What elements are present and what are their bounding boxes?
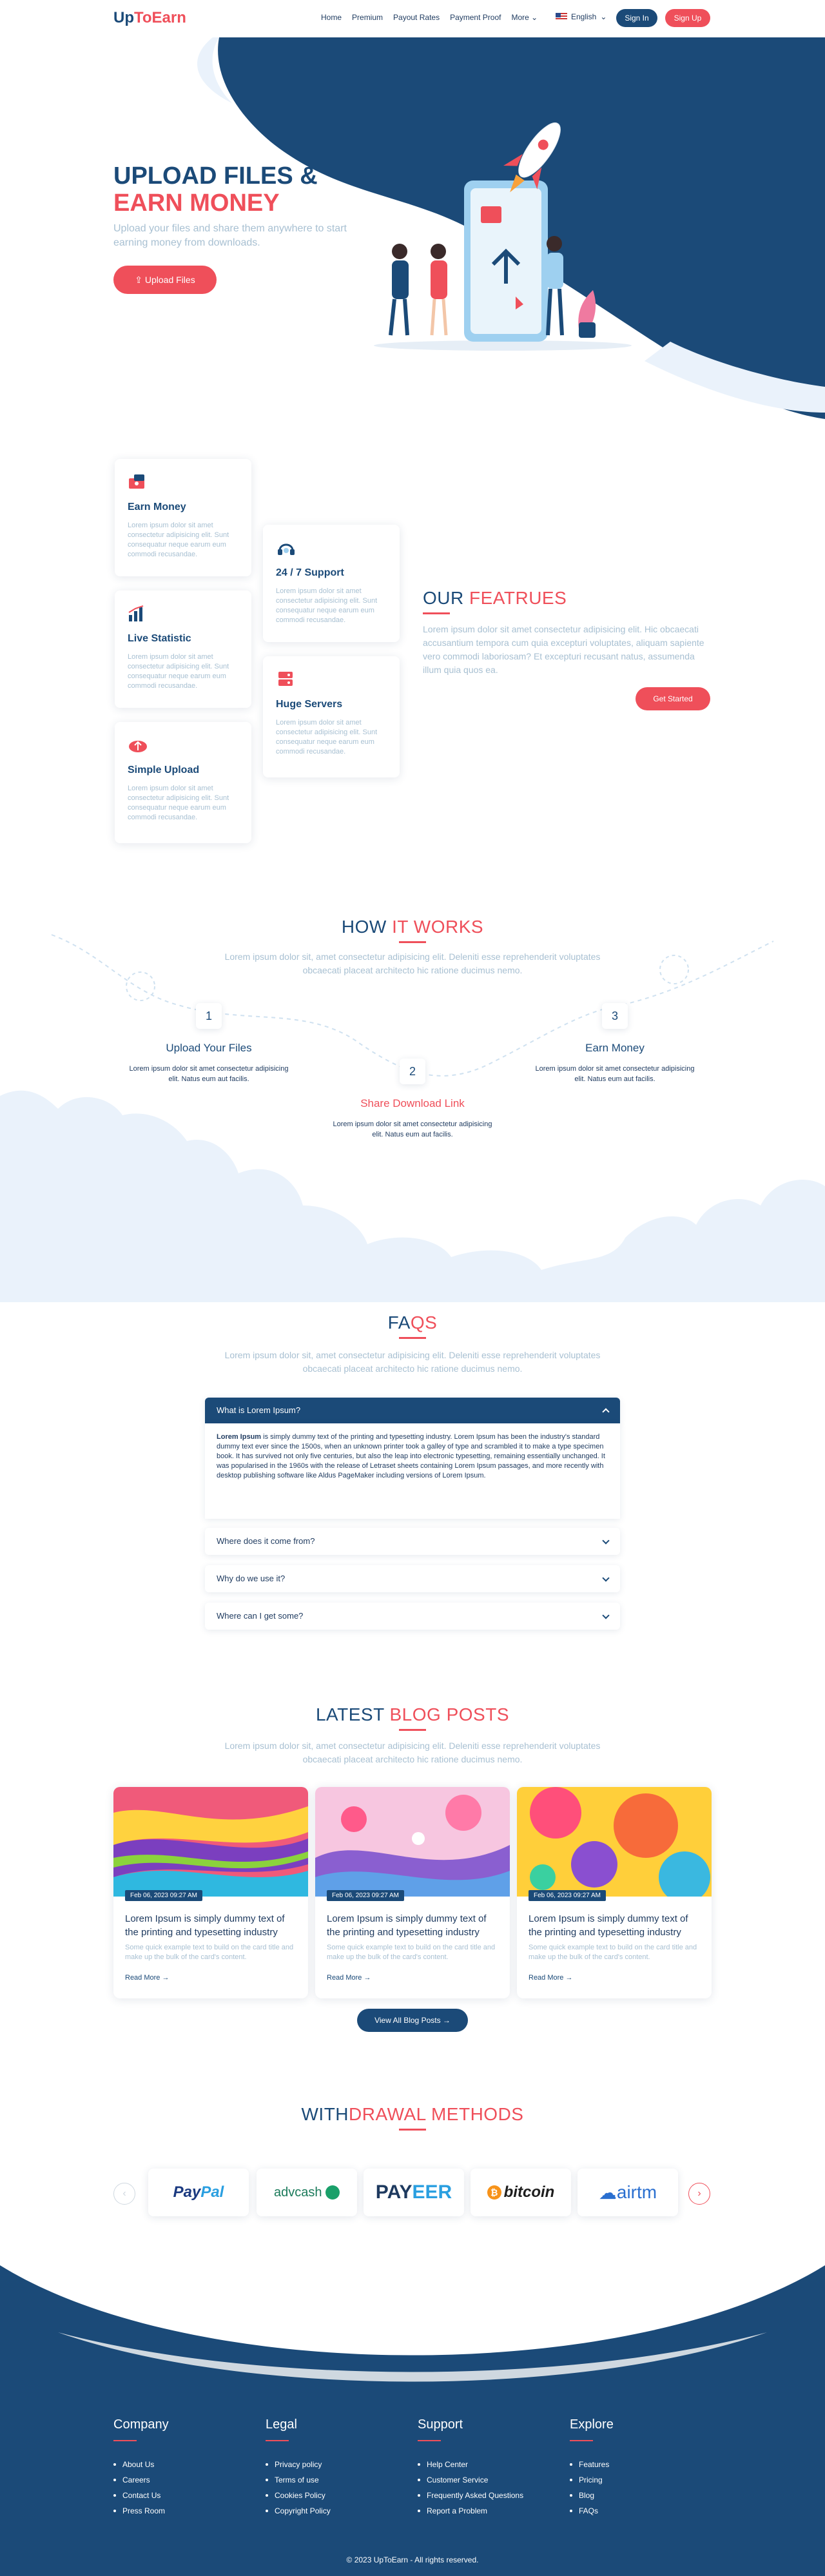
feature-title: Live Statistic: [128, 633, 191, 644]
nav-premium[interactable]: Premium: [352, 13, 383, 22]
blog-card-2[interactable]: [315, 1787, 510, 1998]
upload-files-label: Upload Files: [144, 275, 195, 285]
withdrawal-title-b: DRAWAL METHODS: [349, 2104, 524, 2124]
logo-earn: Earn: [151, 9, 186, 26]
feature-card-simple-upload: [115, 722, 251, 843]
step-1-text: Lorem ipsum dolor sit amet consectetur adipisicing elit. Natus eum aut facilis.: [129, 1065, 289, 1083]
footer-underline: [266, 2440, 289, 2441]
blog-card-3[interactable]: [517, 1787, 712, 1998]
faq-answer-bold: Lorem Ipsum: [217, 1433, 262, 1441]
feature-text: Lorem ipsum dolor sit amet consectetur adipisicing elit. Sunt consequatur neque earum eum commodi recusandae.: [276, 719, 378, 756]
hero-subtitle: Upload your files and share them anywhere to start earning money from downloads.: [113, 223, 347, 248]
earn-money-icon: [128, 473, 148, 491]
title-underline: [399, 1729, 426, 1731]
arrow-right-icon: →: [162, 1974, 170, 1982]
chart-icon: [128, 605, 148, 623]
faq-question: Where can I get some?: [217, 1611, 304, 1621]
feature-title: Huge Servers: [276, 699, 343, 710]
footer-link[interactable]: Frequently Asked Questions: [418, 2488, 559, 2503]
nav-more[interactable]: [511, 13, 538, 22]
read-more-label: Read More: [529, 1974, 564, 1982]
paypal-a: Pay: [173, 2183, 201, 2201]
hero-title: [113, 162, 326, 217]
main-nav: [321, 13, 538, 22]
us-flag-icon: [556, 13, 567, 21]
upload-files-button[interactable]: [113, 266, 217, 294]
step-3-text: Lorem ipsum dolor sit amet consectetur adipisicing elit. Natus eum aut facilis.: [535, 1065, 695, 1083]
nav-payment-proof[interactable]: Payment Proof: [450, 13, 501, 22]
faq-item-4[interactable]: [205, 1603, 620, 1630]
chevron-up-icon: [602, 1408, 609, 1415]
advcash-mark-icon: [325, 2185, 340, 2200]
title-underline: [399, 941, 426, 943]
blog-post-title[interactable]: Lorem Ipsum is simply dummy text of the printing and typesetting industry: [327, 1913, 487, 1938]
headset-icon: [276, 539, 296, 557]
footer-link[interactable]: Contact Us: [113, 2488, 255, 2503]
how-title: [0, 917, 825, 937]
feature-text: Lorem ipsum dolor sit amet consectetur adipisicing elit. Sunt consequatur neque earum eum commodi recusandae.: [128, 522, 229, 558]
feature-title: Simple Upload: [128, 765, 200, 776]
language-label: English: [571, 12, 597, 21]
blog-date: Feb 06, 2023 09:27 AM: [125, 1890, 202, 1901]
step-1-title: Upload Your Files: [166, 1042, 252, 1054]
title-underline: [423, 612, 450, 614]
faq-answer-text: is simply dummy text of the printing and typesetting industry. Lorem Ipsum has been the industry's standard dummy text ever since the 1500s, when an unknown printer took a galley of type and scrambled it to make a type specimen book. It has survived not only five centuries, but also the leap into electronic typesetting, remaining essentially unchanged. It was popularised in the 1960s with the release of Letraset sheets containing Lorem Ipsum passages, and more recently with desktop publishing software like Aldus PageMaker including versions of Lorem Ipsum.: [217, 1433, 605, 1479]
blog-post-title[interactable]: Lorem Ipsum is simply dummy text of the printing and typesetting industry: [529, 1913, 688, 1938]
blog-post-title[interactable]: Lorem Ipsum is simply dummy text of the printing and typesetting industry: [125, 1913, 285, 1938]
footer-link[interactable]: Customer Service: [418, 2472, 559, 2488]
faq-item-1-header[interactable]: [205, 1398, 620, 1423]
features-title-b: FEATRUES: [469, 588, 567, 608]
feature-title: Earn Money: [128, 502, 186, 512]
footer-column-explore: [570, 2417, 712, 2519]
nav-payout-rates[interactable]: Payout Rates: [393, 13, 440, 22]
blog-post-desc: Some quick example text to build on the card title and make up the bulk of the card's content.: [125, 1944, 294, 1961]
nav-home[interactable]: Home: [321, 13, 342, 22]
hero-title-line2: EARN MONEY: [113, 190, 280, 217]
blog-title-a: LATEST: [315, 1704, 390, 1724]
feature-card-live-statistic: [115, 590, 251, 708]
payeer-a: PAY: [375, 2181, 412, 2203]
chevron-left-icon: ‹: [122, 2188, 126, 2199]
step-1-number: 1: [196, 1003, 222, 1029]
faq-title: [0, 1312, 825, 1333]
airtm-label: airtm: [616, 2182, 657, 2202]
blog-title: [0, 1704, 825, 1725]
footer-link[interactable]: Careers: [113, 2472, 255, 2488]
read-more-label: Read More: [327, 1974, 362, 1982]
how-title-b: IT WORKS: [392, 917, 484, 937]
footer-column-title: Company: [113, 2417, 169, 2432]
blog-title-b: BLOG POSTS: [389, 1704, 509, 1724]
payeer-logo: [364, 2169, 464, 2216]
faq-item-2[interactable]: [205, 1528, 620, 1555]
faq-question: Where does it come from?: [217, 1536, 315, 1546]
read-more-label: Read More: [125, 1974, 160, 1982]
read-more-link[interactable]: [327, 1974, 371, 1982]
footer-link[interactable]: Terms of use: [266, 2472, 407, 2488]
cloud-upload-icon: [128, 736, 148, 754]
faq-question: Why do we use it?: [217, 1574, 286, 1583]
blog-card-1[interactable]: [113, 1787, 308, 1998]
footer-underline: [418, 2440, 441, 2441]
step-3-title: Earn Money: [585, 1042, 645, 1054]
features-title: [423, 588, 567, 609]
logo-up: Up: [113, 9, 134, 26]
paypal-logo: [148, 2169, 249, 2216]
footer-link[interactable]: Pricing: [570, 2472, 712, 2488]
faq-title-b: QS: [410, 1312, 438, 1332]
footer-underline: [570, 2440, 593, 2441]
get-started-button[interactable]: Get Started: [636, 687, 710, 710]
nav-more-label: More: [511, 13, 529, 22]
blog-post-desc: Some quick example text to build on the card title and make up the bulk of the card's content.: [529, 1944, 697, 1961]
step-2-text: Lorem ipsum dolor sit amet consectetur adipisicing elit. Natus eum aut facilis.: [333, 1120, 492, 1138]
sign-in-button[interactable]: Sign In: [616, 9, 657, 27]
hero-title-line1: UPLOAD FILES &: [113, 162, 318, 190]
faq-item-1-answer: [205, 1423, 620, 1519]
feature-card-earn-money: [115, 459, 251, 576]
withdrawal-title-a: WITH: [301, 2104, 349, 2124]
feature-text: Lorem ipsum dolor sit amet consectetur adipisicing elit. Sunt consequatur neque earum eum commodi recusandae.: [128, 785, 229, 821]
paypal-b: Pal: [200, 2183, 224, 2201]
faq-subtitle: Lorem ipsum dolor sit, amet consectetur adipisicing elit. Deleniti esse reprehenderit voluptates obcaecati placeat architecto hic ratione ducimus nemo.: [224, 1350, 601, 1374]
footer-column-company: [113, 2417, 255, 2519]
blog-subtitle: Lorem ipsum dolor sit, amet consectetur adipisicing elit. Deleniti esse reprehenderit voluptates obcaecati placeat architecto hic ratione ducimus nemo.: [224, 1741, 601, 1764]
faq-question: What is Lorem Ipsum?: [217, 1405, 301, 1415]
step-2-number: 2: [400, 1059, 425, 1084]
footer-link[interactable]: Help Center: [418, 2457, 559, 2472]
step-2-title: Share Download Link: [360, 1097, 465, 1109]
footer-link[interactable]: Blog: [570, 2488, 712, 2503]
arrow-right-icon: →: [442, 2016, 451, 2025]
faq-item-3[interactable]: [205, 1565, 620, 1592]
footer-link[interactable]: Report a Problem: [418, 2503, 559, 2519]
footer-link[interactable]: Privacy policy: [266, 2457, 407, 2472]
how-title-a: HOW: [341, 917, 393, 937]
sign-up-button[interactable]: Sign Up: [665, 9, 710, 27]
faq-title-a: FA: [387, 1312, 411, 1332]
hero-illustration: [361, 103, 632, 355]
feature-text: Lorem ipsum dolor sit amet consectetur adipisicing elit. Sunt consequatur neque earum eum commodi recusandae.: [276, 587, 378, 624]
upload-icon: ⇪: [135, 275, 142, 285]
footer-column-title: Explore: [570, 2417, 614, 2432]
footer-link[interactable]: About Us: [113, 2457, 255, 2472]
view-all-label: View All Blog Posts: [374, 2016, 441, 2025]
footer-link[interactable]: Press Room: [113, 2503, 255, 2519]
chevron-down-icon: ⌄: [531, 13, 538, 22]
advcash-logo: [257, 2169, 357, 2216]
arrow-right-icon: →: [565, 1974, 573, 1982]
footer-column-legal: [266, 2417, 407, 2519]
airtm-logo: [578, 2169, 678, 2216]
copyright: © 2023 UpToEarn - All rights reserved.: [346, 2555, 479, 2564]
bitcoin-label: bitcoin: [503, 2183, 555, 2201]
chevron-down-icon: [602, 1574, 609, 1581]
arrow-right-icon: →: [364, 1974, 371, 1982]
carousel-prev-button[interactable]: [113, 2183, 135, 2205]
advcash-label: advcash: [273, 2185, 322, 2200]
payeer-b: EER: [412, 2181, 452, 2203]
site-header: [0, 0, 825, 37]
carousel-next-button[interactable]: [688, 2183, 710, 2205]
chevron-down-icon: [602, 1537, 609, 1544]
footer-link[interactable]: Copyright Policy: [266, 2503, 407, 2519]
chevron-right-icon: ›: [697, 2188, 701, 2199]
read-more-link[interactable]: [529, 1974, 572, 1982]
blog-image-2: [315, 1787, 510, 1897]
blog-date: Feb 06, 2023 09:27 AM: [529, 1890, 606, 1901]
footer-link[interactable]: Cookies Policy: [266, 2488, 407, 2503]
bitcoin-icon: ₿: [487, 2185, 501, 2200]
view-all-blog-posts-button[interactable]: [357, 2009, 468, 2032]
footer-link[interactable]: Features: [570, 2457, 712, 2472]
feature-title: 24 / 7 Support: [276, 567, 344, 578]
logo-to: To: [134, 9, 152, 26]
footer-underline: [113, 2440, 137, 2441]
language-selector[interactable]: [556, 12, 607, 21]
footer-link[interactable]: FAQs: [570, 2503, 712, 2519]
blog-image-3: [517, 1787, 712, 1897]
cloud-icon: ☁: [598, 2182, 617, 2203]
blog-post-desc: Some quick example text to build on the card title and make up the bulk of the card's content.: [327, 1944, 496, 1961]
step-3-number: 3: [602, 1003, 628, 1029]
title-underline: [399, 1337, 426, 1339]
footer-column-title: Support: [418, 2417, 463, 2432]
logo[interactable]: [113, 9, 186, 27]
read-more-link[interactable]: [125, 1974, 169, 1982]
feature-card-huge-servers: [263, 656, 400, 777]
features-text: Lorem ipsum dolor sit amet consectetur adipisicing elit. Hic obcaecati accusantium tempora cum quia excepturi voluptates, aliquam sapiente vero commodi laboriosam? Et excepturi recusant natus, assumenda illum quia quos ea.: [423, 624, 704, 675]
feature-card-support: [263, 525, 400, 642]
server-icon: [276, 670, 296, 688]
bitcoin-logo: [471, 2169, 571, 2216]
how-subtitle: Lorem ipsum dolor sit, amet consectetur adipisicing elit. Deleniti esse reprehenderit voluptates obcaecati placeat architecto hic ratione ducimus nemo.: [224, 951, 601, 975]
footer-column-support: [418, 2417, 559, 2519]
chevron-down-icon: [602, 1612, 609, 1619]
title-underline: [399, 2129, 426, 2131]
blog-date: Feb 06, 2023 09:27 AM: [327, 1890, 404, 1901]
feature-text: Lorem ipsum dolor sit amet consectetur adipisicing elit. Sunt consequatur neque earum eum commodi recusandae.: [128, 653, 229, 690]
withdrawal-title: [0, 2104, 825, 2125]
features-title-a: OUR: [423, 588, 469, 608]
chevron-down-icon: ⌄: [600, 12, 607, 21]
footer-column-title: Legal: [266, 2417, 297, 2432]
blog-image-1: [113, 1787, 308, 1897]
